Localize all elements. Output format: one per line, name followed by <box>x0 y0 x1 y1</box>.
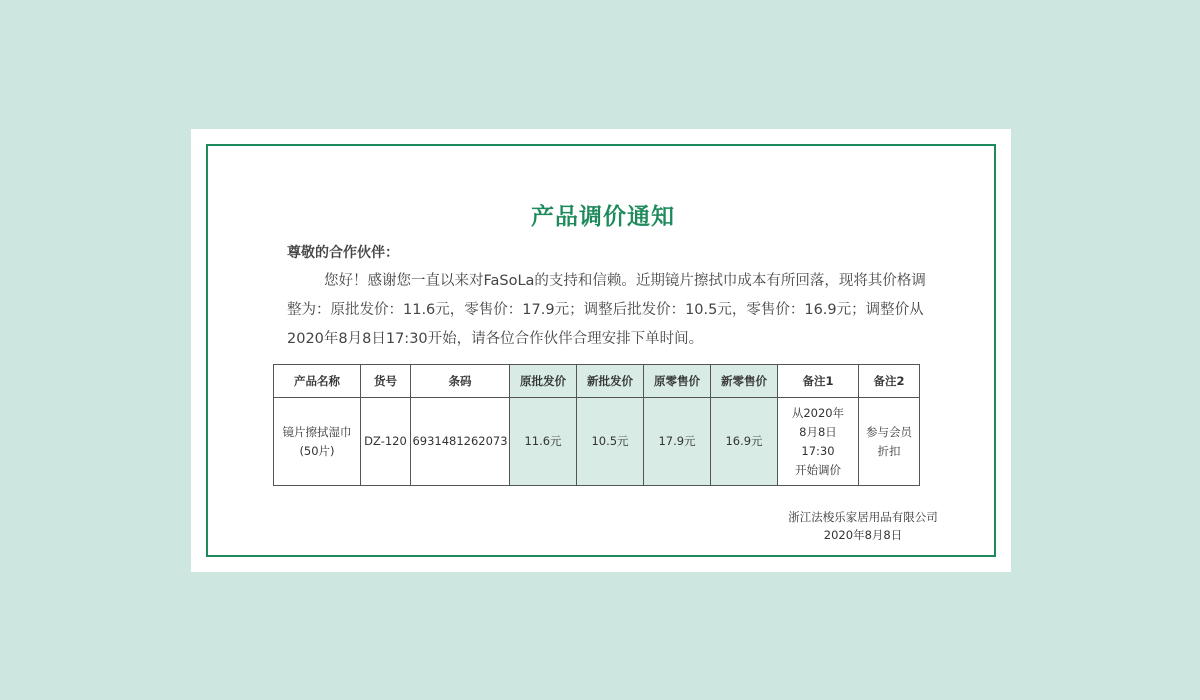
cell-item-no: DZ-120 <box>361 398 411 486</box>
notice-body: 您好！感谢您一直以来对FaSoLa的支持和信赖。近期镜片擦拭巾成本有所回落，现将其价格调整为：原批发价：11.6元，零售价：17.9元；调整后批发价：10.5元，零售价：16.9元；调整价从2020年8月8日17:30开始，请各位合作伙伴合理安排下单时间。 <box>287 273 926 347</box>
header-new-retail: 新零售价 <box>711 365 778 398</box>
cell-old-retail: 17.9元 <box>644 398 711 486</box>
table-row <box>274 398 920 486</box>
company-name: 浙江法梭乐家居用品有限公司 <box>788 510 938 524</box>
table-header-row <box>274 365 920 398</box>
header-product-name: 产品名称 <box>274 365 361 398</box>
cell-barcode: 6931481262073 <box>411 398 510 486</box>
header-old-retail: 原零售价 <box>644 365 711 398</box>
notice-frame <box>206 144 996 557</box>
cell-new-retail: 16.9元 <box>711 398 778 486</box>
header-remark-1: 备注1 <box>778 365 859 398</box>
cell-remark-2: 参与会员 折扣 <box>859 398 920 486</box>
price-table <box>273 364 920 486</box>
signature-block <box>768 508 958 544</box>
cell-product-name: 镜片擦拭湿巾 (50片) <box>274 398 361 486</box>
notice-sheet <box>191 129 1011 572</box>
cell-new-wholesale: 10.5元 <box>577 398 644 486</box>
header-remark-2: 备注2 <box>859 365 920 398</box>
header-barcode: 条码 <box>411 365 510 398</box>
header-old-wholesale: 原批发价 <box>510 365 577 398</box>
cell-old-wholesale: 11.6元 <box>510 398 577 486</box>
header-item-no: 货号 <box>361 365 411 398</box>
signature-date: 2020年8月8日 <box>823 528 903 542</box>
cell-remark-1: 从2020年 8月8日 17:30 开始调价 <box>778 398 859 486</box>
greeting: 尊敬的合作伙伴： <box>287 245 399 261</box>
notice-title: 产品调价通知 <box>531 204 675 230</box>
header-new-wholesale: 新批发价 <box>577 365 644 398</box>
